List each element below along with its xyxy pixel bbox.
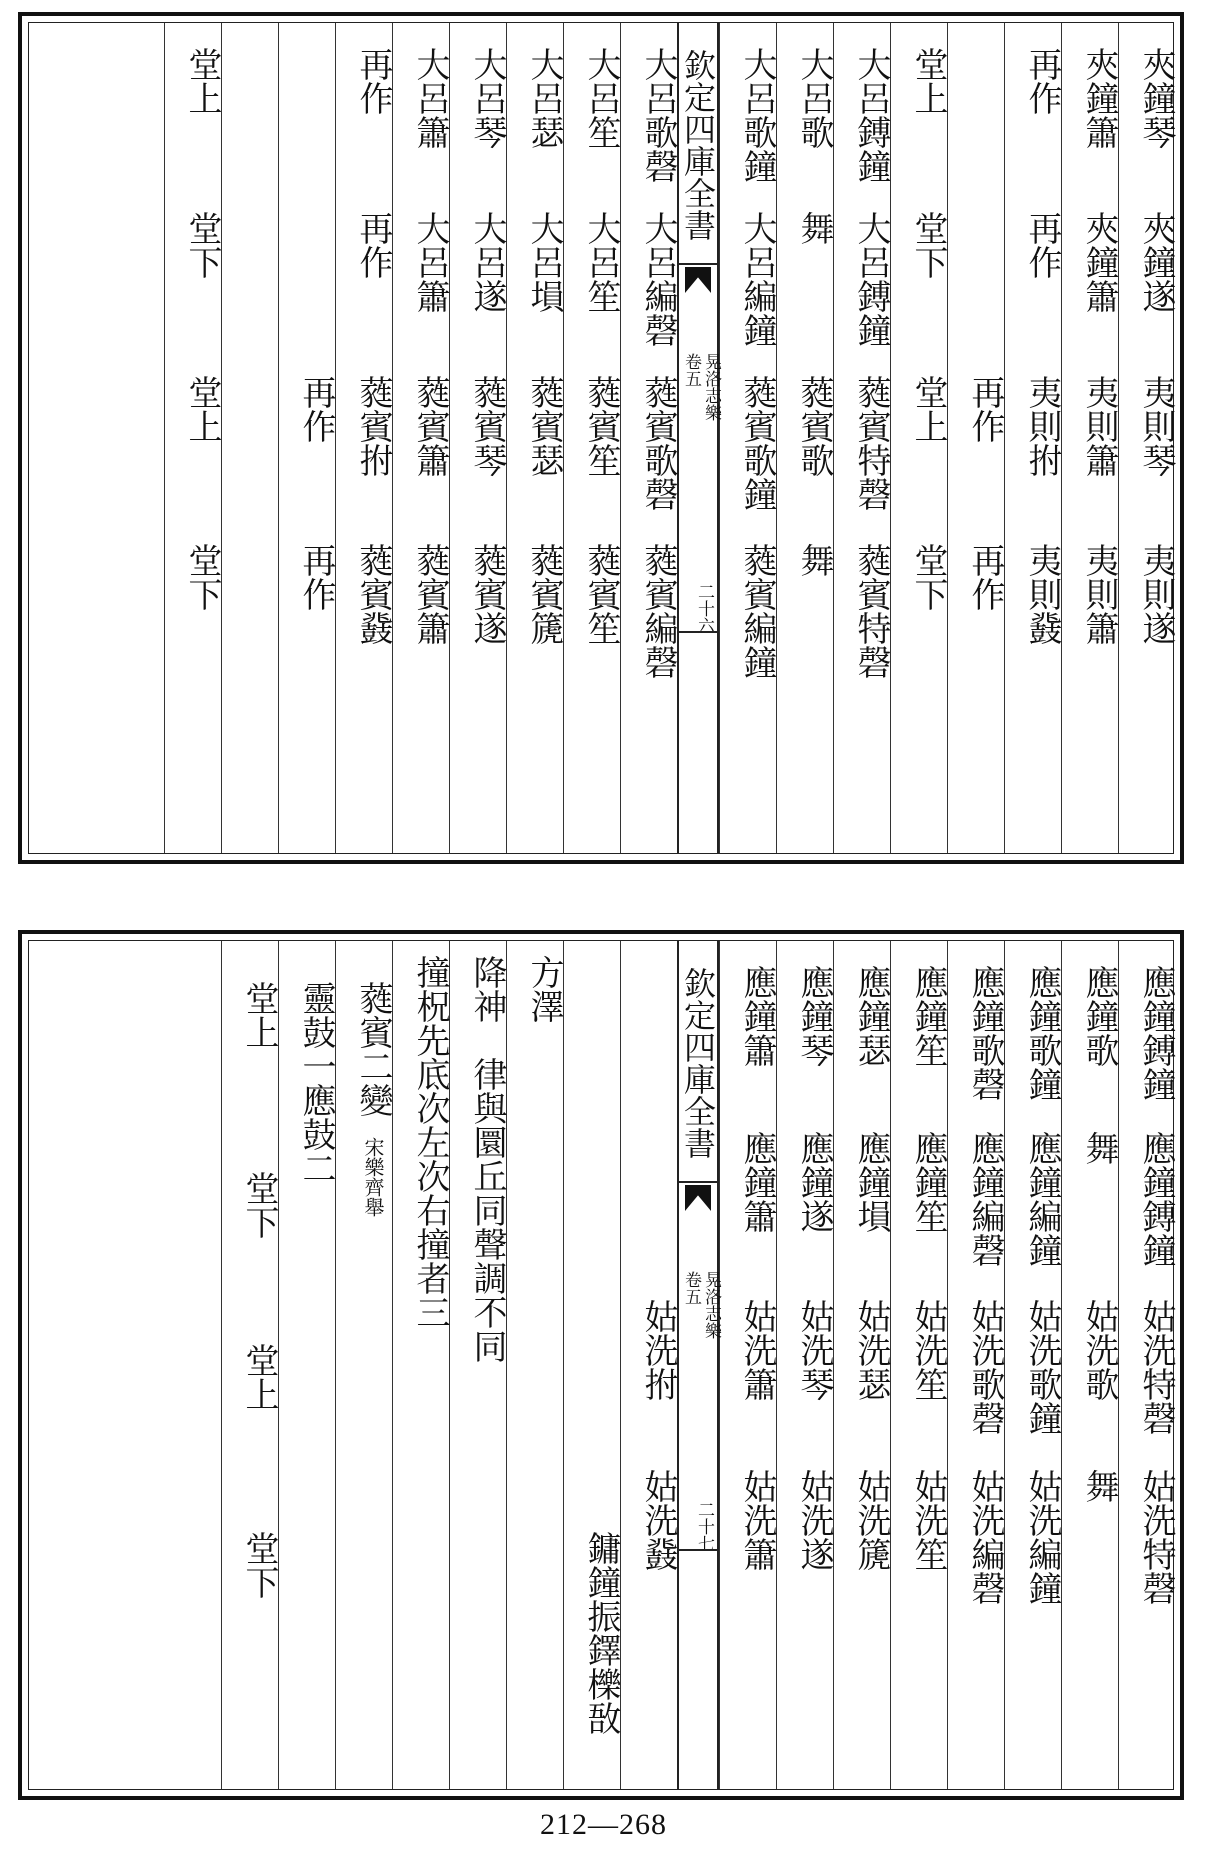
spine-book-title: 晃洛志樂	[701, 353, 721, 421]
column-entry: 姑洗編磬	[965, 1469, 1005, 1605]
column-entry: 堂上	[239, 981, 279, 1049]
text-column	[1061, 941, 1118, 1789]
column-entry: 應鐘笙	[908, 1131, 948, 1233]
text-column	[221, 23, 278, 853]
spine-volume: 卷五	[681, 1271, 701, 1305]
column-entry: 姑洗歌磬	[965, 1299, 1005, 1435]
text-column	[335, 941, 392, 1789]
column-entry: 應鐘遂	[794, 1131, 834, 1233]
column-entry: 蕤賓簫	[410, 375, 450, 477]
column-entry: 堂上	[908, 375, 948, 443]
fish-tail-mark-icon	[685, 267, 711, 293]
column-entry: 蕤賓篪	[524, 543, 564, 645]
column-entry: 應鐘簫	[737, 1131, 777, 1233]
column-entry: 大呂笙	[581, 211, 621, 313]
text-column	[1004, 23, 1061, 853]
text-column	[1118, 23, 1175, 853]
column-entry: 再作	[965, 375, 1005, 443]
column-entry: 蕤賓歌	[794, 375, 834, 477]
spine-folio: 二十七	[694, 1501, 714, 1552]
text-column	[890, 941, 947, 1789]
column-entry: 姑洗歌鐘	[1022, 1299, 1062, 1435]
text-column	[221, 941, 278, 1789]
column-entry: 蕤賓笙	[581, 375, 621, 477]
column-entry: 應鐘琴	[794, 965, 834, 1067]
text-column	[392, 23, 449, 853]
text-column	[947, 941, 1004, 1789]
text-column	[833, 23, 890, 853]
spine-book-title: 晃洛志樂	[701, 1271, 721, 1339]
column-entry: 大呂瑟	[524, 47, 564, 149]
column-entry: 大呂歌	[794, 47, 834, 149]
text-column	[449, 23, 506, 853]
text-column	[620, 23, 677, 853]
column-entry: 夷則琴	[1136, 375, 1176, 477]
column-entry: 蕤賓簫	[410, 543, 450, 645]
column-entry: 堂下	[182, 211, 222, 279]
column-entry: 堂下	[239, 1531, 279, 1599]
column-entry: 蕤賓二變	[353, 981, 393, 1117]
column-entry: 姑洗編鐘	[1022, 1469, 1062, 1605]
text-column	[278, 941, 335, 1789]
column-entry: 姑洗拊	[638, 1299, 678, 1401]
text-column	[335, 23, 392, 853]
column-entry: 應鐘瑟	[851, 965, 891, 1067]
column-entry: 大呂歌磬	[638, 47, 678, 183]
text-column	[506, 941, 563, 1789]
book-spine	[677, 23, 719, 853]
column-entry: 大呂琴	[467, 47, 507, 149]
text-column	[1004, 941, 1061, 1789]
column-entry: 蕤賓琴	[467, 375, 507, 477]
column-entry: 堂下	[908, 543, 948, 611]
spine-title: 欽定四庫全書	[679, 27, 717, 265]
column-entry: 應鐘鎛鐘	[1136, 1131, 1176, 1267]
column-entry: 夷則遂	[1136, 543, 1176, 645]
text-column	[890, 23, 947, 853]
column-entry: 姑洗遂	[794, 1469, 834, 1571]
column-entry: 大呂笙	[581, 47, 621, 149]
column-entry: 大呂簫	[410, 211, 450, 313]
spine-rule	[679, 1549, 717, 1551]
column-entry: 姑洗鼗	[638, 1469, 678, 1571]
column-entry: 舞	[794, 543, 834, 577]
column-entry: 大呂鎛鐘	[851, 47, 891, 183]
column-entry: 蕤賓特磬	[851, 375, 891, 511]
column-entry: 姑洗琴	[794, 1299, 834, 1401]
text-column	[1061, 23, 1118, 853]
column-entry: 蕤賓鼗	[353, 543, 393, 645]
text-column	[776, 23, 833, 853]
column-entry: 方澤	[524, 955, 564, 1023]
text-column	[1118, 941, 1175, 1789]
column-entry: 鏞鐘振鐸櫟敔	[581, 1531, 621, 1735]
column-entry: 蕤賓歌磬	[638, 375, 678, 511]
lower-page	[18, 930, 1184, 1800]
column-entry: 姑洗歌	[1079, 1299, 1119, 1401]
column-entry: 蕤賓歌鐘	[737, 375, 777, 511]
text-column	[449, 941, 506, 1789]
column-entry: 堂下	[182, 543, 222, 611]
column-entry: 應鐘簫	[737, 965, 777, 1067]
column-entry: 舞	[1079, 1469, 1119, 1503]
column-entry: 堂下	[239, 1171, 279, 1239]
annotation-note: 宋樂齊舉	[361, 1137, 385, 1217]
text-column	[506, 23, 563, 853]
column-entry: 大呂編鐘	[737, 211, 777, 347]
column-entry: 再作	[353, 211, 393, 279]
column-entry: 大呂歌鐘	[737, 47, 777, 183]
column-entry: 再作	[353, 47, 393, 115]
spine-volume: 卷五	[681, 353, 701, 387]
column-entry: 再作	[1022, 47, 1062, 115]
column-entry: 蕤賓編磬	[638, 543, 678, 679]
column-entry: 姑洗笙	[908, 1469, 948, 1571]
upper-page	[18, 12, 1184, 864]
column-entry: 再作	[1022, 211, 1062, 279]
column-entry: 夾鐘琴	[1136, 47, 1176, 149]
column-entry: 舞	[1079, 1131, 1119, 1165]
column-entry: 再作	[965, 543, 1005, 611]
column-entry: 應鐘歌鐘	[1022, 965, 1062, 1101]
column-entry: 夾鐘簫	[1079, 47, 1119, 149]
book-spine	[677, 941, 719, 1789]
column-entry: 夾鐘遂	[1136, 211, 1176, 313]
column-entry: 蕤賓特磬	[851, 543, 891, 679]
column-entry: 應鐘鎛鐘	[1136, 965, 1176, 1101]
column-entry: 姑洗笙	[908, 1299, 948, 1401]
text-column	[620, 941, 677, 1789]
text-column	[392, 941, 449, 1789]
column-entry: 蕤賓瑟	[524, 375, 564, 477]
upper-page-frame	[28, 22, 1174, 854]
text-column	[563, 941, 620, 1789]
column-entry: 撞柷先底次左次右撞者三	[410, 955, 450, 1329]
column-entry: 舞	[794, 211, 834, 245]
column-entry: 大呂編磬	[638, 211, 678, 347]
column-entry: 姑洗篪	[851, 1469, 891, 1571]
column-entry: 夷則鼗	[1022, 543, 1062, 645]
text-column	[719, 23, 776, 853]
column-entry: 堂上	[239, 1343, 279, 1411]
spine-rule	[679, 631, 717, 633]
spine-folio: 二十六	[694, 583, 714, 634]
column-entry: 應鐘歌磬	[965, 965, 1005, 1101]
column-entry: 靈鼓一應鼓二	[296, 981, 336, 1185]
text-column	[833, 941, 890, 1789]
column-entry: 大呂鎛鐘	[851, 211, 891, 347]
column-entry: 再作	[296, 543, 336, 611]
column-entry: 夾鐘簫	[1079, 211, 1119, 313]
column-entry: 應鐘塤	[851, 1131, 891, 1233]
column-entry: 堂上	[182, 47, 222, 115]
spine-title: 欽定四庫全書	[679, 945, 717, 1183]
column-entry: 堂上	[182, 375, 222, 443]
column-entry: 應鐘歌	[1079, 965, 1119, 1067]
column-entry: 姑洗特磬	[1136, 1299, 1176, 1435]
column-entry: 再作	[296, 375, 336, 443]
column-entry: 姑洗瑟	[851, 1299, 891, 1401]
text-column	[776, 941, 833, 1789]
column-entry: 應鐘編鐘	[1022, 1131, 1062, 1267]
column-entry: 堂上	[908, 47, 948, 115]
text-column	[563, 23, 620, 853]
column-entry: 應鐘笙	[908, 965, 948, 1067]
column-entry: 蕤賓拊	[353, 375, 393, 477]
column-entry: 應鐘編磬	[965, 1131, 1005, 1267]
column-entry: 夷則拊	[1022, 375, 1062, 477]
fish-tail-mark-icon	[685, 1185, 711, 1211]
column-entry: 姑洗特磬	[1136, 1469, 1176, 1605]
text-column	[164, 23, 221, 853]
column-entry: 堂下	[908, 211, 948, 279]
text-column	[947, 23, 1004, 853]
column-entry: 姑洗簫	[737, 1299, 777, 1401]
column-entry: 降神 律與圜丘同聲調不同	[467, 955, 507, 1363]
column-entry: 夷則簫	[1079, 543, 1119, 645]
column-entry: 姑洗簫	[737, 1469, 777, 1571]
column-entry: 夷則簫	[1079, 375, 1119, 477]
column-entry: 蕤賓遂	[467, 543, 507, 645]
page-number: 212—268	[540, 1808, 667, 1841]
text-column	[278, 23, 335, 853]
text-column	[719, 941, 776, 1789]
column-entry: 大呂塤	[524, 211, 564, 313]
column-entry: 蕤賓笙	[581, 543, 621, 645]
column-entry: 蕤賓編鐘	[737, 543, 777, 679]
column-entry: 大呂簫	[410, 47, 450, 149]
lower-page-frame	[28, 940, 1174, 1790]
column-entry: 大呂遂	[467, 211, 507, 313]
